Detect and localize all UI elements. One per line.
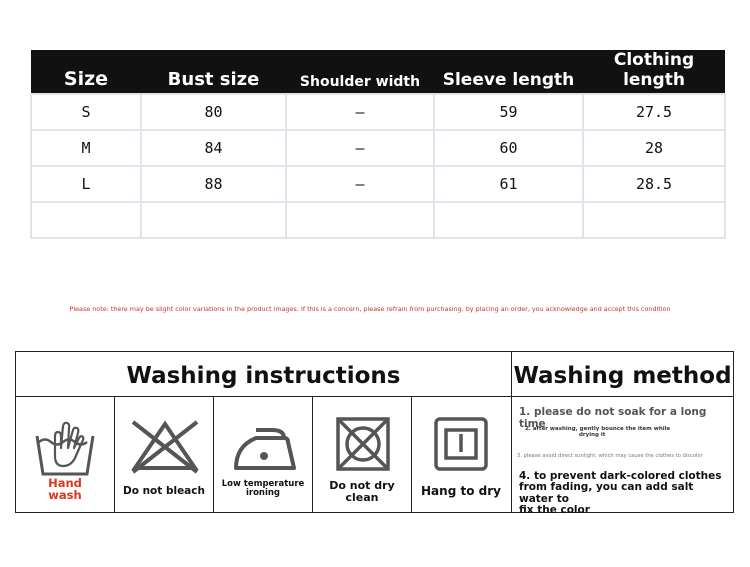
header-clothing-length: Clothing length xyxy=(583,50,725,94)
method-item-2: 2. after washing, gently bounce the item while xyxy=(525,426,671,432)
cell-sleeve: 61 xyxy=(434,166,583,202)
cell-length: 28.5 xyxy=(583,166,725,202)
hang-dry-label: Hang to dry xyxy=(421,484,501,498)
no-dry-clean-label: Do not dry clean xyxy=(329,479,395,504)
cell-bust xyxy=(141,202,286,238)
cell-size xyxy=(31,202,141,238)
care-icons-row xyxy=(16,396,511,512)
care-item-low-temp-iron xyxy=(214,396,313,512)
cell-bust: 84 xyxy=(141,130,286,166)
cell-size: L xyxy=(31,166,141,202)
care-item-no-dry-clean xyxy=(313,396,412,512)
cell-bust: 88 xyxy=(141,166,286,202)
cell-shoulder xyxy=(286,202,434,238)
hang-dry-icon xyxy=(433,416,489,472)
table-row xyxy=(31,202,725,238)
hand-wash-icon xyxy=(33,416,97,480)
cell-sleeve xyxy=(434,202,583,238)
cell-sleeve: 60 xyxy=(434,130,583,166)
method-item-2-cont: drying it xyxy=(579,432,606,438)
color-variation-note: Please note: there may be slight color variations in the product images. If this is a concern, please refrain from purchasing. by placing an order, you acknowledge and accept this condition xyxy=(69,305,671,313)
table-row xyxy=(31,94,725,130)
washing-panel xyxy=(15,351,734,516)
cell-sleeve: 59 xyxy=(434,94,583,130)
cell-shoulder: — xyxy=(286,166,434,202)
cell-shoulder: — xyxy=(286,130,434,166)
header-sleeve-length: Sleeve length xyxy=(434,50,583,94)
cell-size: S xyxy=(31,94,141,130)
no-bleach-label: Do not bleach xyxy=(123,485,205,497)
washing-method-list xyxy=(517,396,731,516)
care-item-hand-wash xyxy=(16,396,115,512)
header-size: Size xyxy=(31,50,141,94)
washing-instructions-title: Washing instructions xyxy=(16,352,511,397)
cell-shoulder: — xyxy=(286,94,434,130)
hand-wash-label: Hand wash xyxy=(48,476,82,503)
cell-size: M xyxy=(31,130,141,166)
no-dry-clean-icon xyxy=(335,416,391,472)
method-item-3: 3. please avoid direct sunlight, which may cause the clothes to discolor xyxy=(517,453,703,459)
header-bust-size: Bust size xyxy=(141,50,286,94)
low-temp-iron-label: Low temperature ironing xyxy=(221,479,305,498)
cell-bust: 80 xyxy=(141,94,286,130)
washing-instructions-section xyxy=(16,352,512,512)
no-bleach-icon xyxy=(131,418,199,474)
washing-method-title: Washing method xyxy=(512,352,733,397)
cell-length xyxy=(583,202,725,238)
care-item-no-bleach xyxy=(115,396,214,512)
cell-length: 28 xyxy=(583,130,725,166)
size-table-header xyxy=(31,50,725,94)
low-temp-iron-icon xyxy=(232,420,298,474)
cell-length: 27.5 xyxy=(583,94,725,130)
method-item-1: 1. please do not soak for a long time xyxy=(519,406,707,430)
method-item-4: 4. to prevent dark-colored clothes from fading, you can add salt water to fix the color xyxy=(519,470,722,516)
header-shoulder-width: Shoulder width xyxy=(286,50,434,94)
table-row xyxy=(31,166,725,202)
care-item-hang-dry xyxy=(412,396,510,512)
size-table xyxy=(30,50,726,239)
table-row xyxy=(31,130,725,166)
